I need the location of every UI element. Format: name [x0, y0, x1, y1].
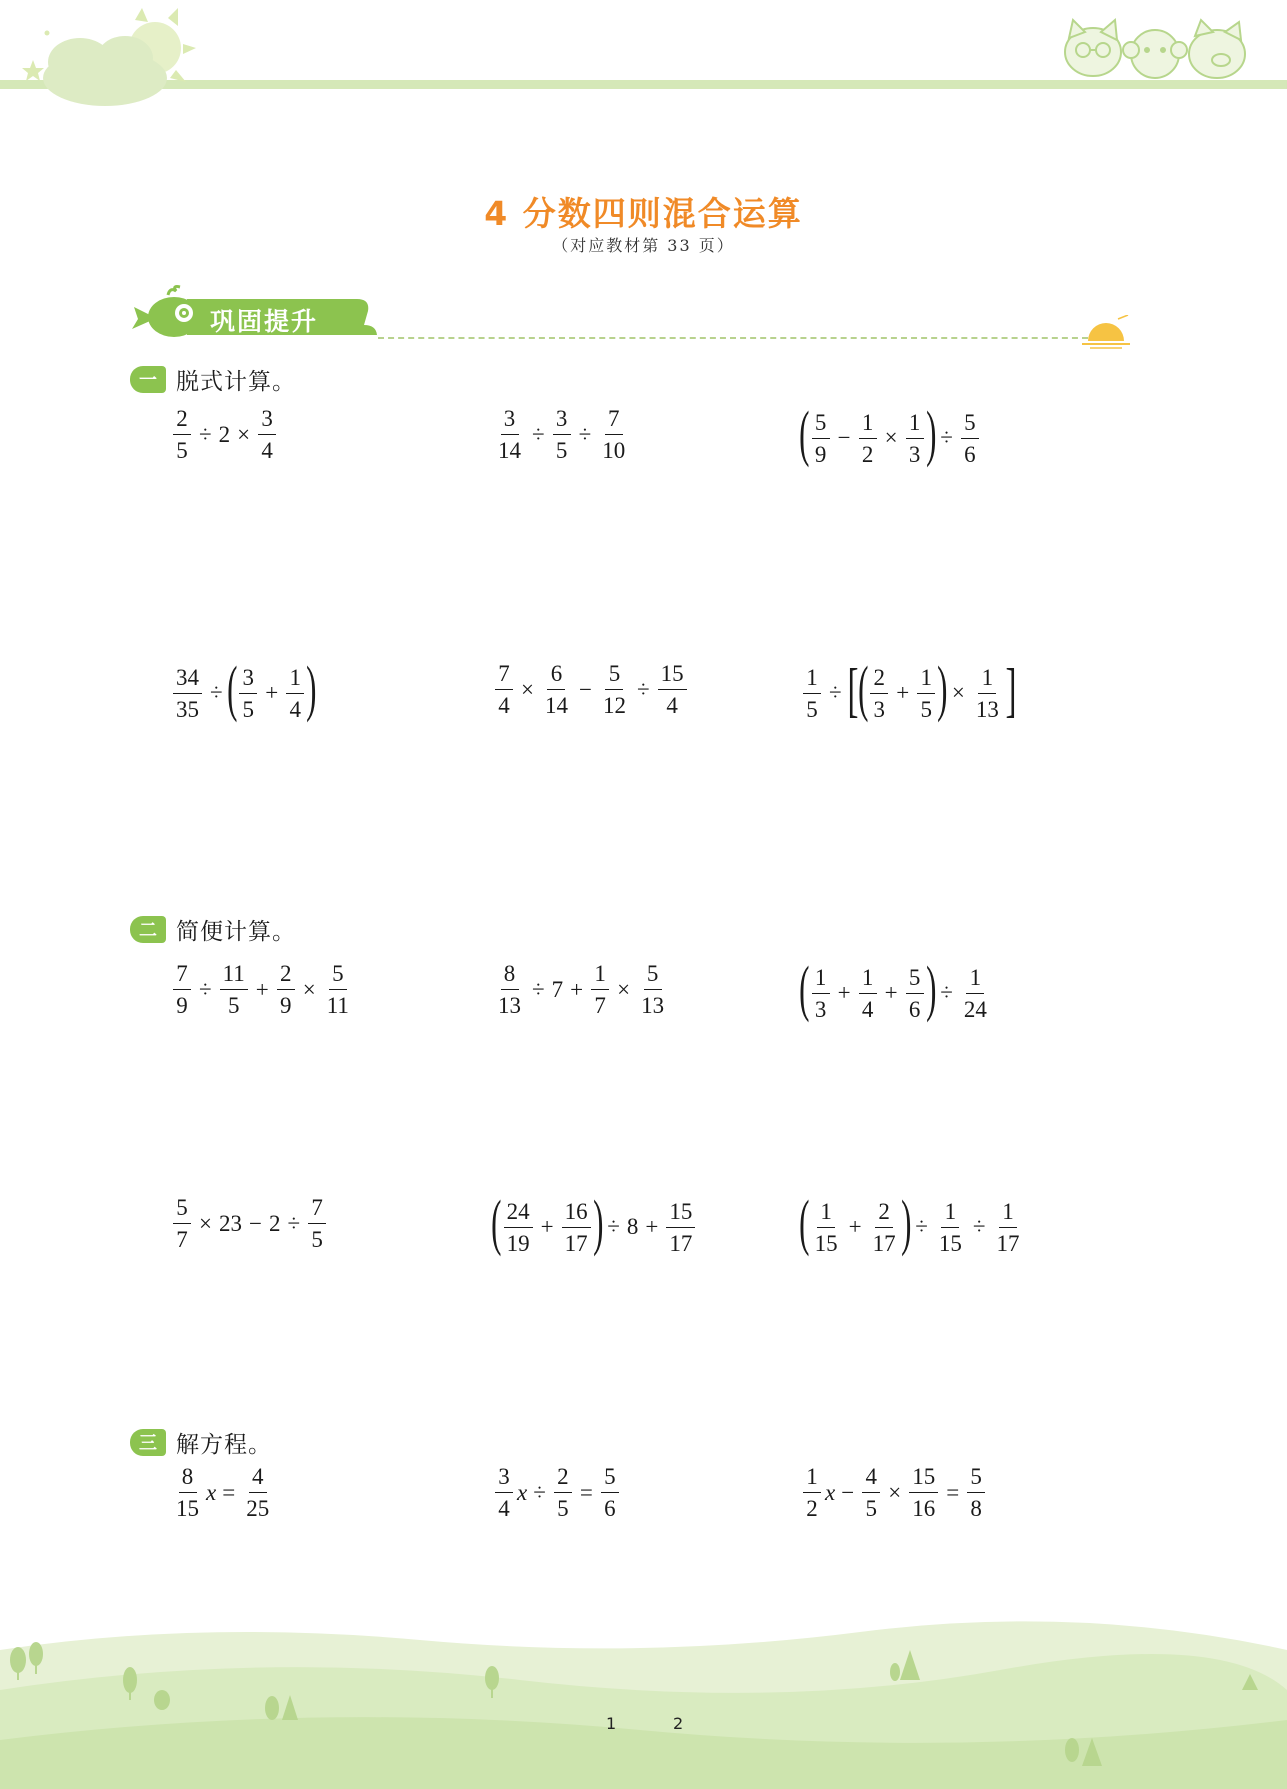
- problem-1-1: [170, 407, 279, 462]
- operator: ×: [884, 425, 898, 450]
- section-banner-label: 巩固提升: [210, 307, 319, 336]
- numerator: 1: [286, 666, 304, 694]
- denominator: 8: [970, 1496, 982, 1521]
- denominator: 14: [544, 693, 568, 718]
- fraction: [909, 1465, 938, 1520]
- fraction: [220, 962, 248, 1017]
- numerator: 1: [906, 411, 924, 439]
- integer: 7: [551, 976, 564, 1002]
- whale-icon: [132, 287, 200, 338]
- numerator: 15: [658, 662, 687, 690]
- fraction: [243, 1465, 272, 1520]
- fraction: [812, 411, 830, 466]
- problem-2-5: [491, 1189, 698, 1258]
- fraction: [173, 1465, 202, 1520]
- fraction: [812, 1200, 841, 1255]
- fraction: [173, 407, 191, 462]
- parenthesis: (: [491, 1189, 502, 1257]
- operator: ÷: [940, 980, 953, 1005]
- denominator: 17: [564, 1230, 588, 1256]
- numerator: 5: [605, 662, 623, 690]
- denominator: 3: [908, 441, 921, 467]
- numerator: 3: [258, 407, 276, 435]
- operator: ×: [199, 1210, 212, 1236]
- numerator: 8: [501, 962, 519, 990]
- denominator: 9: [280, 993, 292, 1018]
- numerator: 1: [966, 966, 984, 994]
- bracket: ]: [1005, 657, 1017, 723]
- fraction: [286, 666, 304, 721]
- numerator: 3: [239, 666, 257, 694]
- numerator: 8: [179, 1465, 197, 1493]
- problem-3-2: [492, 1465, 622, 1520]
- denominator: 6: [908, 996, 921, 1022]
- numerator: 7: [173, 962, 191, 990]
- operator: +: [896, 680, 910, 705]
- problem-3-3: [800, 1465, 988, 1520]
- fraction: [173, 1196, 191, 1251]
- fraction: [812, 966, 830, 1021]
- operator: ÷: [199, 421, 212, 447]
- numerator: 7: [308, 1196, 326, 1224]
- numerator: 2: [870, 666, 888, 694]
- numerator: 1: [803, 666, 821, 694]
- fraction: [277, 962, 295, 1017]
- integer: 2: [268, 1210, 281, 1236]
- numerator: 5: [644, 962, 662, 990]
- fraction: [562, 1200, 591, 1255]
- fraction: [906, 966, 924, 1021]
- operator: +: [884, 980, 898, 1005]
- integer: 8: [626, 1214, 639, 1239]
- fraction: [601, 1465, 619, 1520]
- problem-1-2: [492, 407, 631, 462]
- problem-1-5: [492, 662, 690, 717]
- fraction: [173, 666, 202, 721]
- denominator: 3: [873, 696, 886, 722]
- operator: ÷: [972, 1214, 986, 1239]
- problem-2-6: [799, 1189, 1026, 1258]
- denominator: 5: [555, 438, 568, 463]
- operator: +: [255, 976, 269, 1002]
- operator: =: [222, 1479, 236, 1505]
- denominator: 5: [920, 696, 932, 722]
- operator: =: [579, 1479, 593, 1505]
- parenthesis: (: [799, 955, 810, 1023]
- numerator: 5: [173, 1196, 191, 1224]
- operator: ÷: [829, 680, 842, 705]
- problem-2-2: [492, 962, 670, 1017]
- pig-icon: [1189, 20, 1245, 78]
- operator: ÷: [199, 976, 212, 1002]
- denominator: 16: [912, 1496, 936, 1521]
- problem-2-3: [799, 955, 993, 1024]
- sunset-icon: [1082, 315, 1132, 351]
- question-number-badge: 二: [130, 916, 166, 943]
- numerator: 5: [601, 1465, 619, 1493]
- denominator: 2: [806, 1496, 818, 1521]
- fraction: [906, 411, 924, 466]
- page-number-right: 2: [673, 1714, 684, 1733]
- fraction: [599, 407, 628, 462]
- integer: 2: [218, 421, 231, 447]
- operator: +: [848, 1214, 862, 1239]
- numerator: 4: [249, 1465, 267, 1493]
- operator: −: [841, 1479, 855, 1505]
- fraction: [542, 662, 571, 717]
- numerator: 15: [666, 1200, 695, 1228]
- fraction: [495, 962, 524, 1017]
- fraction: [324, 962, 352, 1017]
- tree-icon: [265, 1696, 279, 1720]
- operator: +: [645, 1214, 659, 1239]
- operator: ×: [521, 676, 534, 702]
- parenthesis: (: [857, 655, 869, 723]
- denominator: 6: [604, 1496, 616, 1521]
- numerator: 7: [495, 662, 513, 690]
- numerator: 1: [941, 1200, 959, 1228]
- numerator: 1: [591, 962, 609, 990]
- numerator: 5: [961, 411, 979, 439]
- fraction: [973, 666, 1002, 721]
- operator: −: [248, 1210, 262, 1236]
- denominator: 24: [963, 996, 987, 1022]
- question-number-badge: 三: [130, 1429, 166, 1456]
- denominator: 15: [176, 1496, 199, 1521]
- problem-2-1: [170, 962, 355, 1017]
- numerator: 5: [967, 1465, 985, 1493]
- parenthesis: ): [937, 655, 948, 723]
- denominator: 5: [242, 696, 255, 722]
- denominator: 5: [311, 1227, 323, 1252]
- numerator: 11: [220, 962, 248, 990]
- fraction: [803, 666, 821, 721]
- problem-1-4: [170, 655, 317, 724]
- denominator: 4: [861, 996, 874, 1022]
- problem-3-1: [170, 1465, 275, 1520]
- denominator: 5: [865, 1496, 877, 1521]
- fraction: [658, 662, 687, 717]
- operator: +: [837, 980, 851, 1005]
- fraction: [258, 407, 276, 462]
- tree-icon: [154, 1690, 170, 1710]
- question-3-heading: [130, 1427, 272, 1457]
- denominator: 4: [666, 693, 678, 718]
- cloud-sun-illustration: [0, 0, 210, 115]
- numerator: 16: [562, 1200, 591, 1228]
- denominator: 9: [176, 993, 188, 1018]
- fraction: [859, 411, 877, 466]
- denominator: 4: [498, 693, 510, 718]
- denominator: 4: [289, 696, 302, 722]
- operator: ×: [617, 976, 631, 1002]
- parenthesis: ): [925, 955, 937, 1023]
- fraction: [961, 411, 979, 466]
- operator: +: [540, 1214, 554, 1239]
- numerator: 4: [862, 1465, 880, 1493]
- operator: −: [578, 676, 592, 702]
- denominator: 15: [938, 1230, 962, 1256]
- problem-1-3: [799, 400, 982, 469]
- fraction: [859, 966, 877, 1021]
- fraction: [591, 962, 609, 1017]
- question-instruction: 简便计算。: [176, 918, 296, 945]
- question-instruction: 解方程。: [176, 1431, 272, 1458]
- fraction: [967, 1465, 985, 1520]
- fraction: [994, 1200, 1023, 1255]
- denominator: 9: [814, 441, 827, 467]
- numerator: 1: [817, 1200, 835, 1228]
- denominator: 13: [975, 696, 999, 722]
- denominator: 17: [872, 1230, 896, 1256]
- fraction: [961, 966, 990, 1021]
- numerator: 1: [859, 966, 877, 994]
- fraction: [495, 407, 524, 462]
- operator: =: [946, 1479, 960, 1505]
- question-number-badge: 一: [130, 366, 166, 393]
- problem-2-4: [170, 1196, 329, 1251]
- numerator: 2: [554, 1465, 572, 1493]
- operator: ÷: [940, 425, 953, 450]
- denominator: 25: [246, 1496, 270, 1521]
- operator: ÷: [287, 1210, 301, 1236]
- denominator: 5: [557, 1496, 569, 1521]
- numerator: 15: [909, 1465, 938, 1493]
- denominator: 6: [964, 441, 976, 467]
- parenthesis: (: [799, 400, 810, 468]
- fraction: [862, 1465, 880, 1520]
- tree-icon: [1065, 1738, 1079, 1762]
- fraction: [638, 962, 667, 1017]
- parenthesis: ): [925, 400, 937, 468]
- numerator: 3: [495, 1465, 513, 1493]
- numerator: 34: [173, 666, 202, 694]
- fraction: [803, 1465, 821, 1520]
- numerator: 3: [501, 407, 519, 435]
- operator: ×: [951, 680, 965, 705]
- numerator: 1: [803, 1465, 821, 1493]
- cartoon-animals-illustration: [1055, 18, 1255, 84]
- operator: ÷: [578, 421, 592, 447]
- fraction: [936, 1200, 965, 1255]
- numerator: 5: [812, 411, 830, 439]
- numerator: 1: [812, 966, 830, 994]
- denominator: 11: [326, 993, 349, 1018]
- denominator: 5: [176, 438, 188, 463]
- fraction: [239, 666, 257, 721]
- fraction: [553, 407, 571, 462]
- denominator: 10: [602, 438, 626, 463]
- operator: ×: [302, 976, 316, 1002]
- fraction: [504, 1200, 533, 1255]
- variable: x: [517, 1479, 528, 1505]
- denominator: 3: [814, 996, 827, 1022]
- parenthesis: ): [900, 1189, 912, 1257]
- denominator: 19: [506, 1230, 530, 1256]
- denominator: 7: [176, 1227, 188, 1252]
- operator: ÷: [532, 976, 545, 1002]
- fraction: [495, 662, 513, 717]
- monkey-icon: [1123, 30, 1187, 78]
- page-subtitle: （对应教材第 33 页）: [552, 236, 735, 255]
- problem-1-6: [800, 655, 1017, 724]
- denominator: 7: [594, 993, 606, 1018]
- denominator: 5: [227, 993, 240, 1018]
- denominator: 13: [498, 993, 521, 1018]
- denominator: 15: [814, 1230, 838, 1256]
- fraction: [308, 1196, 326, 1251]
- numerator: 2: [173, 407, 191, 435]
- integer: 23: [218, 1210, 242, 1236]
- fraction: [554, 1465, 572, 1520]
- question-1-heading: [130, 364, 296, 394]
- numerator: 3: [553, 407, 571, 435]
- operator: ×: [237, 421, 251, 447]
- operator: ÷: [533, 1479, 546, 1505]
- parenthesis: (: [226, 655, 238, 723]
- question-instruction: 脱式计算。: [176, 368, 296, 395]
- page-title: 4 分数四则混合运算: [484, 194, 803, 233]
- denominator: 17: [669, 1230, 693, 1256]
- numerator: 24: [504, 1200, 533, 1228]
- variable: x: [825, 1479, 836, 1505]
- denominator: 13: [641, 993, 665, 1018]
- numerator: 6: [547, 662, 565, 690]
- star-icon: [22, 60, 44, 81]
- parenthesis: ): [306, 655, 317, 723]
- numerator: 1: [859, 411, 877, 439]
- bracket: [: [847, 657, 859, 723]
- hills-landscape-illustration: [0, 1620, 1287, 1789]
- numerator: 2: [277, 962, 295, 990]
- denominator: 2: [861, 441, 874, 467]
- fraction: [917, 666, 935, 721]
- denominator: 12: [602, 693, 626, 718]
- parenthesis: (: [799, 1189, 810, 1257]
- operator: ÷: [607, 1214, 620, 1239]
- operator: +: [265, 680, 279, 705]
- numerator: 5: [906, 966, 924, 994]
- question-2-heading: [130, 914, 296, 944]
- operator: ÷: [210, 680, 223, 705]
- numerator: 1: [978, 666, 996, 694]
- parenthesis: ): [592, 1189, 604, 1257]
- tree-icon: [890, 1663, 900, 1681]
- fraction: [870, 1200, 899, 1255]
- numerator: 2: [875, 1200, 893, 1228]
- cloud-icon: [43, 36, 167, 106]
- denominator: 4: [498, 1496, 510, 1521]
- fraction: [600, 662, 629, 717]
- page-number-left: 1: [606, 1714, 617, 1733]
- denominator: 14: [498, 438, 521, 463]
- numerator: 7: [605, 407, 623, 435]
- operator: +: [570, 976, 584, 1002]
- denominator: 4: [261, 438, 273, 463]
- banner-divider: [378, 337, 1088, 339]
- fraction: [495, 1465, 513, 1520]
- denominator: 5: [806, 696, 818, 722]
- denominator: 35: [176, 696, 199, 722]
- denominator: 17: [996, 1230, 1020, 1256]
- numerator: 1: [999, 1200, 1017, 1228]
- fraction: [666, 1200, 695, 1255]
- variable: x: [206, 1479, 217, 1505]
- operator: ÷: [636, 676, 650, 702]
- operator: ÷: [532, 421, 545, 447]
- cat-with-glasses-icon: [1065, 20, 1121, 76]
- fraction: [173, 962, 191, 1017]
- numerator: 5: [329, 962, 347, 990]
- operator: ×: [888, 1479, 902, 1505]
- operator: ÷: [915, 1214, 928, 1239]
- numerator: 1: [917, 666, 935, 694]
- operator: −: [837, 425, 851, 450]
- fraction: [870, 666, 888, 721]
